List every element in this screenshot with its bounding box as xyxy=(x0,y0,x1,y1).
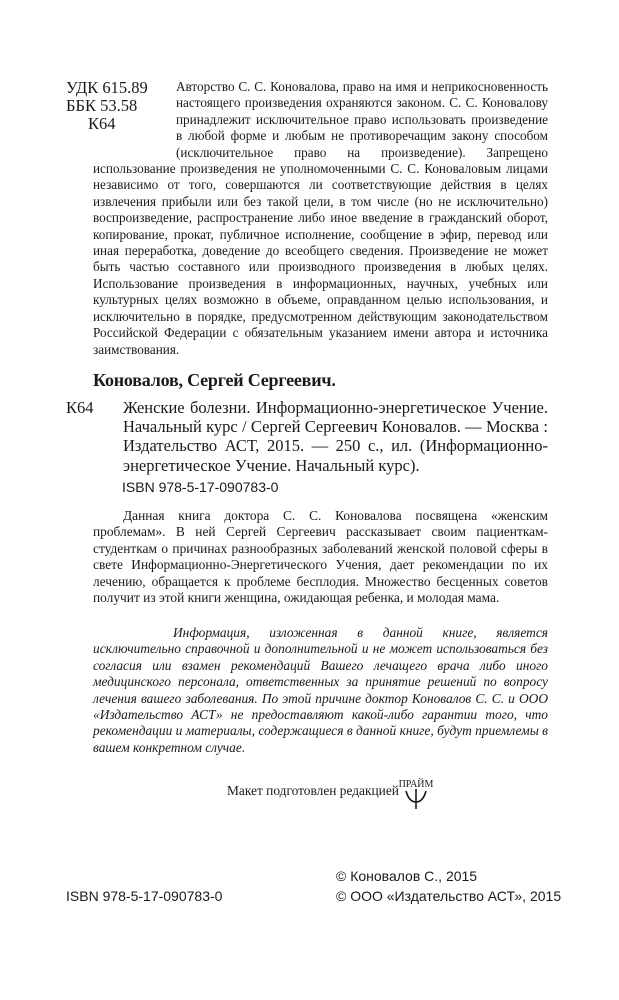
annotation-text: Данная книга доктора С. С. Коновалова посвящена «женским проблемам». В ней Сергей Сергеевич рассказывает своим пациенткам-студенткам о причинах разнообразных заболеваний женской половой сферы в свете Информационно-Энергетического Учения, дает рекомендации по их лечению, обращается к проблеме бесплодия. Множество бесценных советов получит из этой книги женщина, ожидающая ребенка, и молодая мама. xyxy=(93,508,548,606)
prime-logo-text: ПРАЙМ xyxy=(398,779,434,790)
codes-spacer xyxy=(93,79,176,158)
copyright-publisher: © ООО «Издательство АСТ», 2015 xyxy=(336,888,562,904)
udk-code: УДК 615.89 xyxy=(66,78,148,97)
layout-credit: Макет подготовлен редакцией xyxy=(227,783,399,798)
author-mark: К64 xyxy=(88,114,116,133)
bibliographic-mark: К64 xyxy=(66,398,94,417)
isbn-line: ISBN 978-5-17-090783-0 xyxy=(122,479,279,495)
copyright-author: © Коновалов С., 2015 xyxy=(336,868,478,884)
bbk-code: ББК 53.58 xyxy=(66,96,138,115)
disclaimer xyxy=(93,625,548,756)
rights-notice: Авторство С. С. Коновалова, право на имя и неприкосновенность настоящего произведения охраняются законом. С. С. Коновалову принадлежит исключительное право использовать произведение в любой форме и любым не противоречащим закону способом (исключительное право на произведение). Запрещено использование произведения не уполномоченными С. С. Коноваловым лицами независимо от того, совершаются ли соответствующие действия в целях извлечения прибыли или без такой цели, в том числе (но не исключительно) воспроизведение, распространение либо иное введение в гражданский оборот, копирование, прокат, публичное исполнение, сообщение в эфир, перевод или иная переработка, доведение до всеобщего сведения. Произведение не может быть частью составного или производного произведения в любых целях. Использование произведения в информационных, научных, учебных или культурных целях возможно в объеме, оправданном целью использования, и исключительно в порядке, предусмотренном действующим законодательством Российской Федерации с обязательным указанием имени автора и источника заимствования. xyxy=(93,79,548,357)
bibliographic-description: Женские болезни. Информационно-энергетическое Учение. Начальный курс / Сергей Сергеевич Коновалов. — Москва : Издательство АСТ, 2015. — 250 с., ил. (Информационно-энергетическое Учение. Начальный курс). xyxy=(123,398,548,475)
disclaimer-text: Информация, изложенная в данной книге, является исключительно справочной и дополнительной и не может использоваться без согласия или взамен рекомендаций Вашего лечащего врача либо иного медицинского персонала, ответственных за принятие решений по вопросу лечения вашего заболевания. По этой причине доктор Коновалов С. С. и ООО «Издательство АСТ» не предоставляют какой-либо гарантии того, что рекомендации и материалы, содержащиеся в данной книге, будут приемлемы в вашем конкретном случае. xyxy=(93,625,548,755)
author-heading: Коновалов, Сергей Сергеевич. xyxy=(93,370,336,390)
footer-isbn: ISBN 978-5-17-090783-0 xyxy=(66,888,223,904)
annotation xyxy=(93,508,548,606)
copyright-block xyxy=(336,866,561,906)
prime-logo xyxy=(393,776,439,810)
rights-notice-block xyxy=(93,79,548,358)
